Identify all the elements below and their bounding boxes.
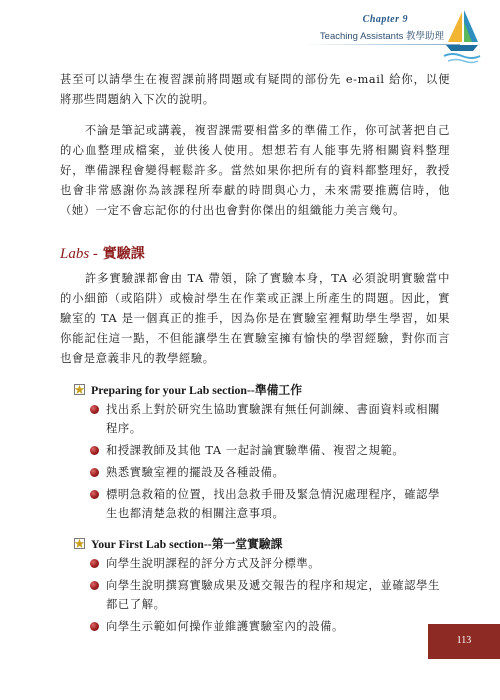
sailboat-logo-icon [442, 8, 482, 64]
paragraph-email-questions: 甚至可以請學生在複習課前將問題或有疑問的部份先 e-mail 給你，以便將那些問題納入下次的說明。 [60, 73, 450, 106]
list-item-text: 向學生說明撰寫實驗成果及遞交報告的程序和規定，並確認學生都已了解。 [106, 579, 440, 611]
bullet-icon [90, 622, 99, 631]
list-item [90, 463, 440, 482]
labs-intro-paragraph: 許多實驗課都會由 TA 帶領，除了實驗本身，TA 必須說明實驗當中的小細節（或陷阱）或檢討學生在作業或正課上所產生的問題。因此，實驗室的 TA 是一個真正的推手，因為你是在實驗室裡幫助學生學習，如果你能記住這一點，不但能讓學生在實驗室擁有愉快的學習經驗，對你而言也會是意義非凡的教學經驗。 [60, 272, 450, 365]
bullet-icon [90, 446, 99, 455]
star-box-icon [74, 384, 85, 395]
page-header [0, 0, 500, 70]
first-lab-heading-text: Your First Lab section--第一堂實驗課 [91, 537, 283, 551]
list-item [90, 576, 440, 614]
preparing-heading [74, 381, 464, 398]
list-item-text: 向學生說明課程的評分方式及評分標準。 [106, 557, 321, 570]
labs-section-heading [60, 243, 450, 263]
list-item [90, 441, 440, 460]
star-box-icon [74, 538, 85, 549]
first-lab-heading [74, 535, 464, 552]
labs-heading-en: Labs - [60, 246, 98, 262]
list-item-text: 向學生示範如何操作並維護實驗室內的設備。 [106, 620, 344, 633]
list-item [90, 554, 440, 573]
header-rule [300, 44, 460, 45]
preparing-heading-text: Preparing for your Lab section--準備工作 [91, 383, 303, 397]
bullet-icon [90, 468, 99, 477]
list-item-text: 標明急救箱的位置，找出急救手冊及緊急情況處理程序，確認學生也都清楚急救的相關注意事項。 [106, 488, 440, 520]
chapter-label: Chapter 9 [362, 14, 408, 25]
bullet-icon [90, 405, 99, 414]
bullet-icon [90, 581, 99, 590]
list-item-text: 熟悉實驗室裡的擺設及各種設備。 [106, 466, 285, 479]
list-item [90, 400, 440, 438]
header-title: Teaching Assistants 教學助理 [319, 31, 444, 42]
bullet-icon [90, 559, 99, 568]
labs-heading-zh: 實驗課 [97, 246, 145, 262]
main-content [60, 70, 450, 639]
list-item [90, 617, 440, 636]
preparing-list [90, 400, 440, 523]
list-item-text: 和授課教師及其他 TA 一起討論實驗準備、複習之規範。 [106, 444, 405, 457]
list-item [90, 485, 440, 523]
page-number-box [428, 624, 500, 659]
bullet-icon [90, 490, 99, 499]
list-item-text: 找出系上對於研究生協助實驗課有無任何訓練、書面資料或相關程序。 [106, 403, 440, 435]
first-lab-list [90, 554, 440, 636]
page-number: 113 [456, 635, 472, 646]
paragraph-review-preparation: 不論是筆記或講義，複習課需要相當多的準備工作，你可試著把自己的心血整理成檔案，並供後人使用。想想若有人能事先將相關資料整理好，準備課程會變得輕鬆許多。當然如果你把所有的資料都整理好，教授也會非常感謝你為該課程所奉獻的時間與心力，未來需要推薦信時，他（她）一定不會忘記你的付出也會對你傑出的組織能力美言幾句。 [60, 124, 450, 217]
